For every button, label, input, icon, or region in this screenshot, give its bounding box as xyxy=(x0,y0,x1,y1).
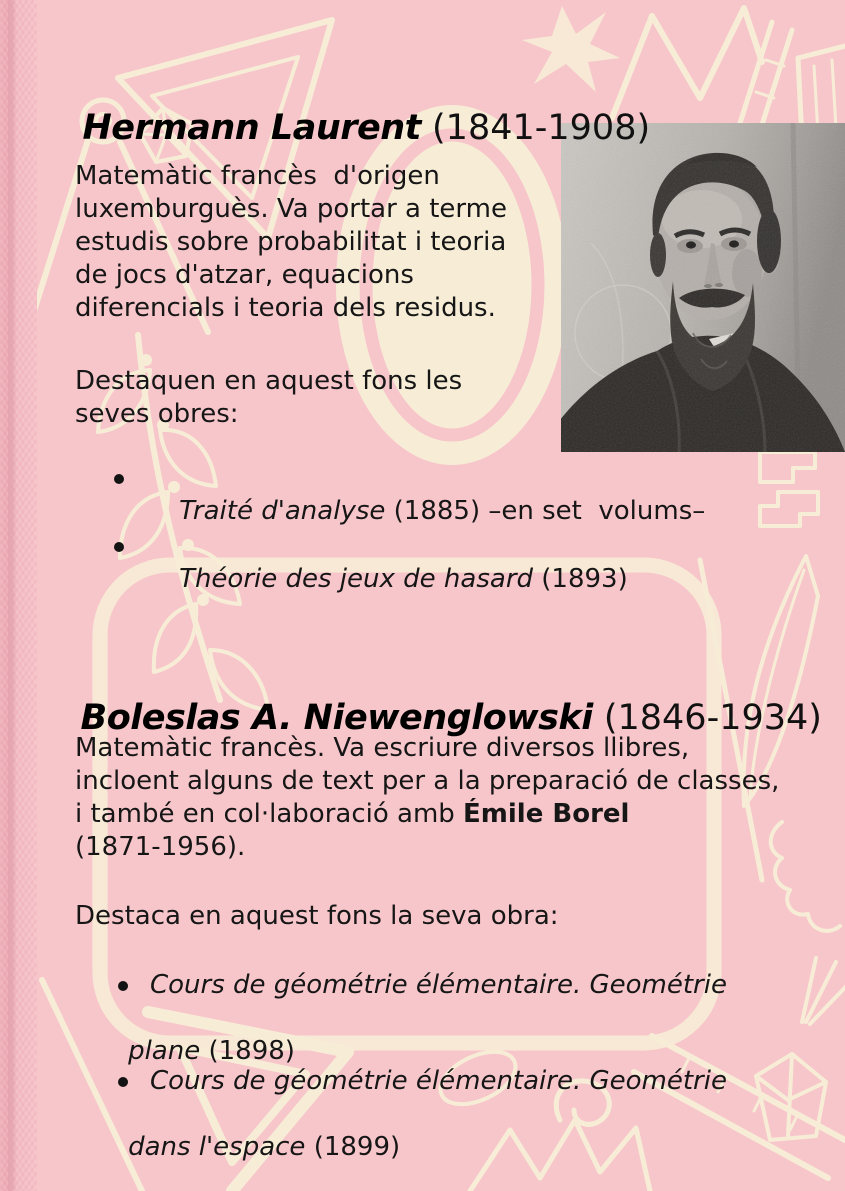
work-title: dans l'espace xyxy=(128,1132,306,1162)
emile-borel-name: Émile Borel xyxy=(463,799,630,829)
bio-line-text: i també en col·laboració amb xyxy=(75,799,464,829)
page-edge-strip xyxy=(0,0,37,1191)
section2-person-dates: (1846-1934) xyxy=(592,698,822,738)
section2-person-name: Boleslas A. Niewenglowski xyxy=(80,698,593,738)
bio-line: de jocs d'atzar, equacions xyxy=(75,260,414,290)
intro-line: Destaquen en aquest fons les xyxy=(75,366,463,396)
bio-line xyxy=(75,798,779,831)
work-title: Théorie des jeux de hasard xyxy=(179,564,534,594)
work-details: (1898) xyxy=(200,1036,295,1066)
section2-paragraph-bio xyxy=(75,732,779,864)
bio-line: Matemàtic francès. Va escriure diversos llibres, xyxy=(75,733,690,763)
section2-work-item-2-line1: Cours de géométrie élémentaire. Geométrie xyxy=(150,1066,727,1096)
section2-work-item-2-line2 xyxy=(95,1098,400,1191)
section1-paragraph-bio xyxy=(75,160,507,325)
bullet-marker xyxy=(114,474,124,484)
page-edge-line xyxy=(8,0,12,1191)
work-details: (1893) xyxy=(533,564,628,594)
bio-line: luxemburguès. Va portar a terme xyxy=(75,194,507,224)
work-details: (1885) –en set volums– xyxy=(385,496,706,526)
section1-person-dates: (1841-1908) xyxy=(420,108,651,148)
bio-line: diferencials i teoria dels residus. xyxy=(75,293,496,323)
section2-paragraph-intro-works: Destaca en aquest fons la seva obra: xyxy=(75,901,559,931)
section1-work-item-2 xyxy=(146,530,628,629)
bullet-marker xyxy=(118,981,128,991)
bio-line: (1871-1956). xyxy=(75,832,246,862)
section1-paragraph-intro-works xyxy=(75,365,462,431)
section1-person-name: Hermann Laurent xyxy=(82,108,421,148)
bio-line: estudis sobre probabilitat i teoria xyxy=(75,227,507,257)
intro-line: seves obres: xyxy=(75,399,239,429)
bio-line: Matemàtic francès d'origen xyxy=(75,161,440,191)
bullet-marker xyxy=(114,542,124,552)
bullet-marker xyxy=(118,1077,128,1087)
work-title: plane xyxy=(128,1036,201,1066)
bio-line: incloent alguns de text per a la preparació de classes, xyxy=(75,766,780,796)
block-shapes xyxy=(760,452,818,526)
work-title: Traité d'analyse xyxy=(179,496,386,526)
work-details: (1899) xyxy=(305,1132,401,1162)
section2-work-item-1-line1: Cours de géométrie élémentaire. Geométrie xyxy=(150,970,727,1000)
